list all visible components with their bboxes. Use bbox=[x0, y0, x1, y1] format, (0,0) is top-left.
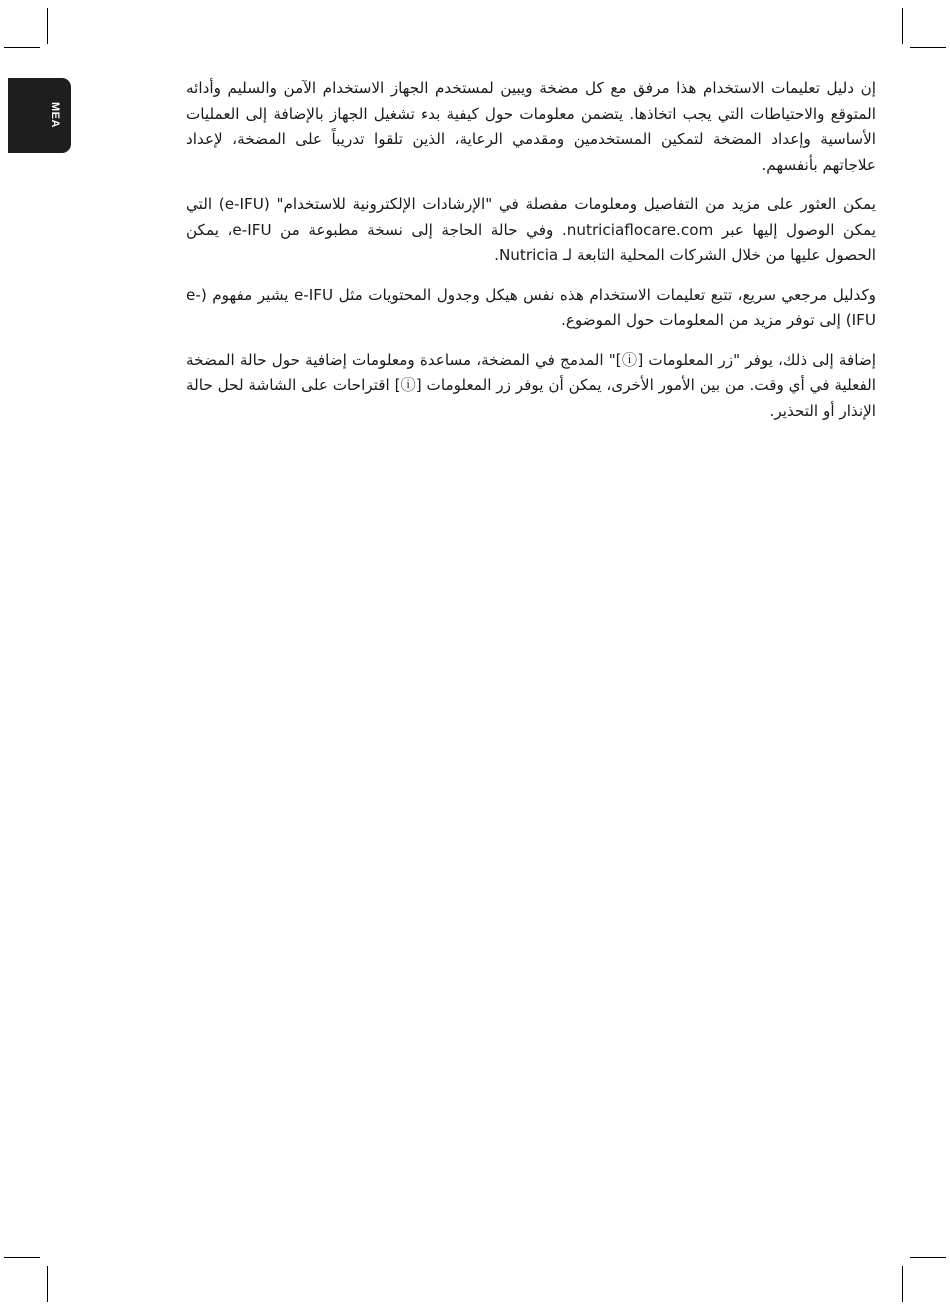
paragraph-e-ifu: يمكن العثور على مزيد من التفاصيل ومعلومات مفصلة في "الإرشادات الإلكترونية للاستخدام" (e-IFU) التي يمكن الوصول إليها عبر nutriciaflocare.com. وفي حالة الحاجة إلى نسخة مطبوعة من e-IFU، يمكن الحصول عليها من خلال الشركات المحلية التابعة لـ Nutricia. bbox=[186, 195, 877, 264]
paragraph-quick-reference: وكدليل مرجعي سريع، تتبع تعليمات الاستخدام هذه نفس هيكل وجدول المحتويات مثل e-IFU يشير مفهوم (e-IFU) إلى توفر مزيد من المعلومات حول الموضوع. bbox=[186, 285, 877, 329]
language-tab-label: MEA bbox=[49, 102, 61, 128]
document-body bbox=[186, 76, 876, 438]
crop-mark-top-right-vertical bbox=[902, 8, 903, 44]
crop-mark-top-left-horizontal bbox=[4, 47, 40, 48]
crop-mark-bottom-right-horizontal bbox=[910, 1257, 946, 1258]
language-tab bbox=[8, 78, 71, 153]
crop-mark-bottom-right-vertical bbox=[902, 1266, 903, 1302]
paragraph-info-button: إضافة إلى ذلك، يوفر "زر المعلومات [ⓘ]" المدمج في المضخة، مساعدة ومعلومات إضافية حول حالة المضخة الفعلية في أي وقت. من بين الأمور الأخرى، يمكن أن يوفر زر المعلومات [ⓘ] اقتراحات على الشاشة لحل حالة الإنذار أو التحذير. bbox=[186, 350, 877, 420]
crop-mark-top-right-horizontal bbox=[910, 47, 946, 48]
paragraph-intro: إن دليل تعليمات الاستخدام هذا مرفق مع كل مضخة ويبين لمستخدم الجهاز الاستخدام الآمن والسليم وأدائه المتوقع والاحتياطات التي يجب اتخاذها. يتضمن معلومات حول كيفية بدء تشغيل الجهاز بالإضافة إلى العمليات الأساسية وإعداد المضخة لتمكين المستخدمين ومقدمي الرعاية، الذين تلقوا تدريباً على المضخة، لإعداد علاجاتهم بأنفسهم. bbox=[186, 79, 876, 174]
crop-mark-bottom-left-vertical bbox=[47, 1266, 48, 1302]
crop-mark-bottom-left-horizontal bbox=[4, 1257, 40, 1258]
crop-mark-top-left-vertical bbox=[47, 8, 48, 44]
